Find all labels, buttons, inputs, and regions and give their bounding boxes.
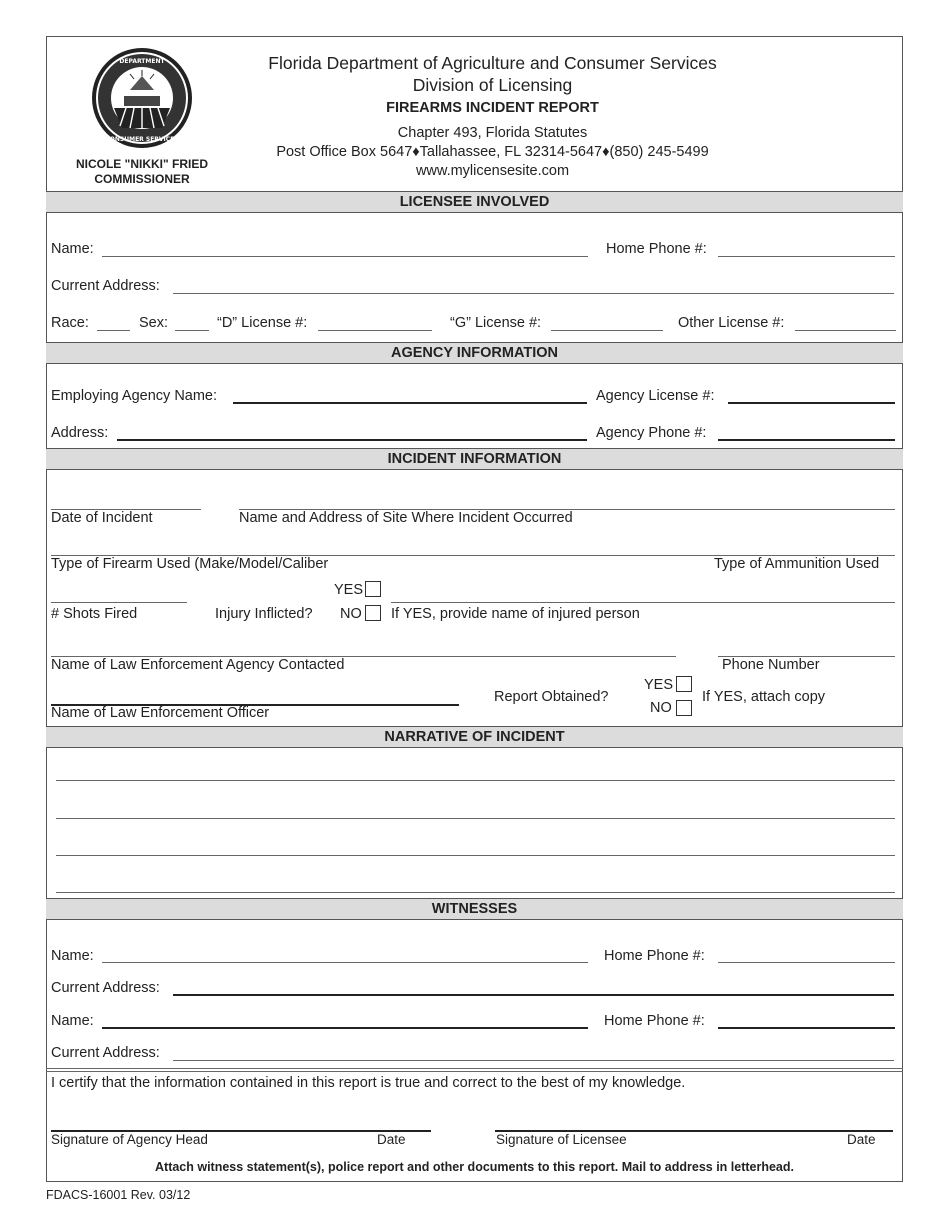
sex-label: Sex:: [139, 315, 169, 331]
form-title: FIREARMS INCIDENT REPORT: [386, 100, 599, 116]
employing-agency-label: Employing Agency Name:: [51, 388, 218, 404]
le-agency-label: Name of Law Enforcement Agency Contacted: [51, 657, 345, 673]
shots-fired-label: # Shots Fired: [51, 606, 138, 622]
witness1-address-label: Current Address:: [51, 980, 160, 996]
florida-agriculture-seal-icon: [90, 46, 194, 150]
licensee-date-label: Date: [847, 1132, 876, 1147]
date-of-incident-label: Date of Incident: [51, 510, 153, 526]
witness2-home-phone-field[interactable]: [718, 1027, 895, 1029]
witness1-home-phone-label: Home Phone #:: [604, 948, 705, 964]
report-obtained-label: Report Obtained?: [494, 689, 609, 705]
injury-no-checkbox[interactable]: [365, 605, 381, 621]
incident-site-label: Name and Address of Site Where Incident Occurred: [239, 510, 573, 526]
svg-text:CONSUMER SERVICES: CONSUMER SERVICES: [105, 136, 179, 143]
firearm-type-label: Type of Firearm Used (Make/Model/Caliber: [51, 556, 329, 572]
d-license-label: “D” License #:: [217, 315, 308, 331]
narrative-line[interactable]: [56, 892, 895, 893]
narrative-line[interactable]: [56, 780, 895, 781]
section-divider: [46, 1068, 903, 1069]
attach-copy-label: If YES, attach copy: [702, 689, 826, 705]
witness2-name-label: Name:: [51, 1013, 94, 1029]
race-label: Race:: [51, 315, 89, 331]
race-field[interactable]: [97, 330, 130, 331]
division-name: Division of Licensing: [412, 75, 573, 95]
other-license-label: Other License #:: [678, 315, 785, 331]
mailing-instructions: Attach witness statement(s), police report and other documents to this report. Mail to address in letterhead.: [155, 1160, 794, 1174]
licensee-name-field[interactable]: [102, 256, 588, 257]
report-yes-checkbox[interactable]: [676, 676, 692, 692]
commissioner-name: NICOLE "NIKKI" FRIED: [75, 157, 209, 171]
agency-license-label: Agency License #:: [596, 388, 715, 404]
mailing-address: Post Office Box 5647♦Tallahassee, FL 32314-5647♦(850) 245-5499: [276, 144, 709, 160]
narrative-line[interactable]: [56, 855, 895, 856]
witness2-address-field[interactable]: [173, 1060, 894, 1061]
agency-head-date-label: Date: [377, 1132, 406, 1147]
le-phone-label: Phone Number: [722, 657, 820, 673]
licensee-home-phone-label: Home Phone #:: [606, 241, 707, 257]
website: www.mylicensesite.com: [415, 163, 570, 179]
licensee-home-phone-field[interactable]: [718, 256, 895, 257]
section-witnesses: WITNESSES: [46, 898, 903, 920]
section-agency-information: AGENCY INFORMATION: [46, 342, 903, 364]
injury-yes-checkbox[interactable]: [365, 581, 381, 597]
report-no-label: NO: [650, 700, 672, 716]
g-license-label: “G” License #:: [450, 315, 542, 331]
injured-person-field[interactable]: [391, 602, 895, 603]
injury-inflicted-label: Injury Inflicted?: [215, 606, 313, 622]
g-license-field[interactable]: [551, 330, 663, 331]
agency-name: Florida Department of Agriculture and Consumer Services: [268, 53, 717, 73]
agency-phone-label: Agency Phone #:: [596, 425, 707, 441]
narrative-line[interactable]: [56, 818, 895, 819]
injury-yes-label: YES: [334, 582, 364, 598]
svg-text:DEPARTMENT: DEPARTMENT: [119, 58, 165, 65]
licensee-signature-label: Signature of Licensee: [496, 1132, 627, 1147]
witness2-home-phone-label: Home Phone #:: [604, 1013, 705, 1029]
certification-statement: I certify that the information contained in this report is true and correct to the best of my knowledge.: [51, 1075, 686, 1091]
witness1-home-phone-field[interactable]: [718, 962, 895, 963]
licensee-address-field[interactable]: [173, 293, 894, 294]
section-licensee-involved: LICENSEE INVOLVED: [46, 191, 903, 213]
agency-address-field[interactable]: [117, 439, 587, 441]
licensee-name-label: Name:: [51, 241, 94, 257]
witness2-address-label: Current Address:: [51, 1045, 160, 1061]
section-narrative: NARRATIVE OF INCIDENT: [46, 726, 903, 748]
agency-phone-field[interactable]: [718, 439, 895, 441]
section-divider: [46, 1071, 903, 1072]
le-officer-label: Name of Law Enforcement Officer: [51, 705, 270, 721]
commissioner-title: COMMISSIONER: [94, 172, 190, 186]
employing-agency-field[interactable]: [233, 402, 587, 404]
witness1-address-field[interactable]: [173, 994, 894, 996]
report-yes-label: YES: [644, 677, 674, 693]
witness1-name-field[interactable]: [102, 962, 588, 963]
statute-reference: Chapter 493, Florida Statutes: [397, 125, 588, 141]
agency-license-field[interactable]: [728, 402, 895, 404]
sex-field[interactable]: [175, 330, 209, 331]
injury-no-label: NO: [340, 606, 362, 622]
witness1-name-label: Name:: [51, 948, 94, 964]
form-number: FDACS-16001 Rev. 03/12: [46, 1188, 191, 1202]
witness2-name-field[interactable]: [102, 1027, 588, 1029]
ammo-type-label: Type of Ammunition Used: [714, 556, 880, 572]
section-incident-information: INCIDENT INFORMATION: [46, 448, 903, 470]
licensee-address-label: Current Address:: [51, 278, 160, 294]
other-license-field[interactable]: [795, 330, 896, 331]
shots-fired-field[interactable]: [51, 602, 187, 603]
injured-person-label: If YES, provide name of injured person: [391, 606, 640, 622]
agency-head-signature-label: Signature of Agency Head: [51, 1132, 208, 1147]
report-no-checkbox[interactable]: [676, 700, 692, 716]
d-license-field[interactable]: [318, 330, 432, 331]
agency-address-label: Address:: [51, 425, 109, 441]
